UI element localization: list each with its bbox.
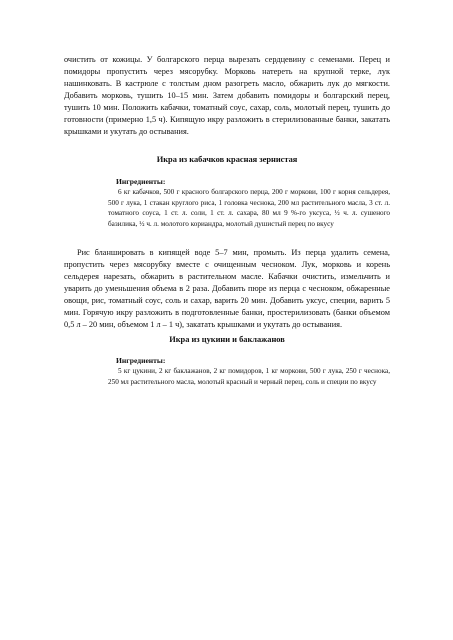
paragraph-continued-instructions: очистить от кожицы. У болгарского перца вырезать сердцевину с семенами. Перец и помидоры пропустить через мясорубку. Морковь натереть на крупной терке, лук нашинковать. В кастрюле с толстым дном разогреть масло, обжарить лук до мягкости. Добавить морковь, тушить 10–15 мин. Затем добавить помидоры и болгарский перец, тушить 10 мин. Положить кабачки, томатный соус, сахар, соль, молотый перец, тушить до готовности (примерно 1,5 ч). Кипящую икру разложить в стерилизованные банки, закатать крышками и укутать до остывания. [64,55,390,136]
recipe-instructions: Рис бланшировать в кипящей воде 5–7 мин, промыть. Из перца удалить семена, пропустить через мясорубку вместе с очищенным чесноком. Лук, морковь и корень сельдерея нарезать, обжарить в растительном масле. Кабачки очистить, измельчить и уварить до уменьшения объема в 2 раза. Добавить пюре из перца с чесноком, обжаренные овощи, рис, томатный соус, соль и сахар, варить 20 мин. Добавить уксус, специи, варить 5 мин. Горячую икру разложить в подготовленные банки, простерилизовать (банки объемом 0,5 л – 20 мин, объемом 1 л – 1 ч), закатать крышками и укутать до остывания. [64,248,390,329]
ingredients-list: 5 кг цукини, 2 кг баклажанов, 2 кг помидоров, 1 кг моркови, 500 г лука, 250 г чеснока, 250 мл растительного масла, молотый красный и черный перец, соль и специи по вкусу [108,367,390,386]
ingredients-list: 6 кг кабачков, 500 г красного болгарского перца, 200 г моркови, 100 г корня сельдерея, 500 г лука, 1 стакан круглого риса, 1 головка чеснока, 200 мл растительного масла, 3 ст. л. томатного соуса, 1 ст. л. соли, 1 ст. л. сахара, 80 мл 9 %-го уксуса, ½ ч. л. сушеного базилика, ½ ч. л. молотого кориандра, молотый душистый перец по вкусу [108,188,390,228]
recipe-title-zucchini-red-caviar: Икра из кабачков красная зернистая [156,155,298,164]
ingredients-label: Ингредиенты: [116,356,166,365]
ingredients-label: Ингредиенты: [116,177,166,186]
recipe-title-zucchini-eggplant-caviar: Икра из цукини и баклажанов [169,335,285,344]
